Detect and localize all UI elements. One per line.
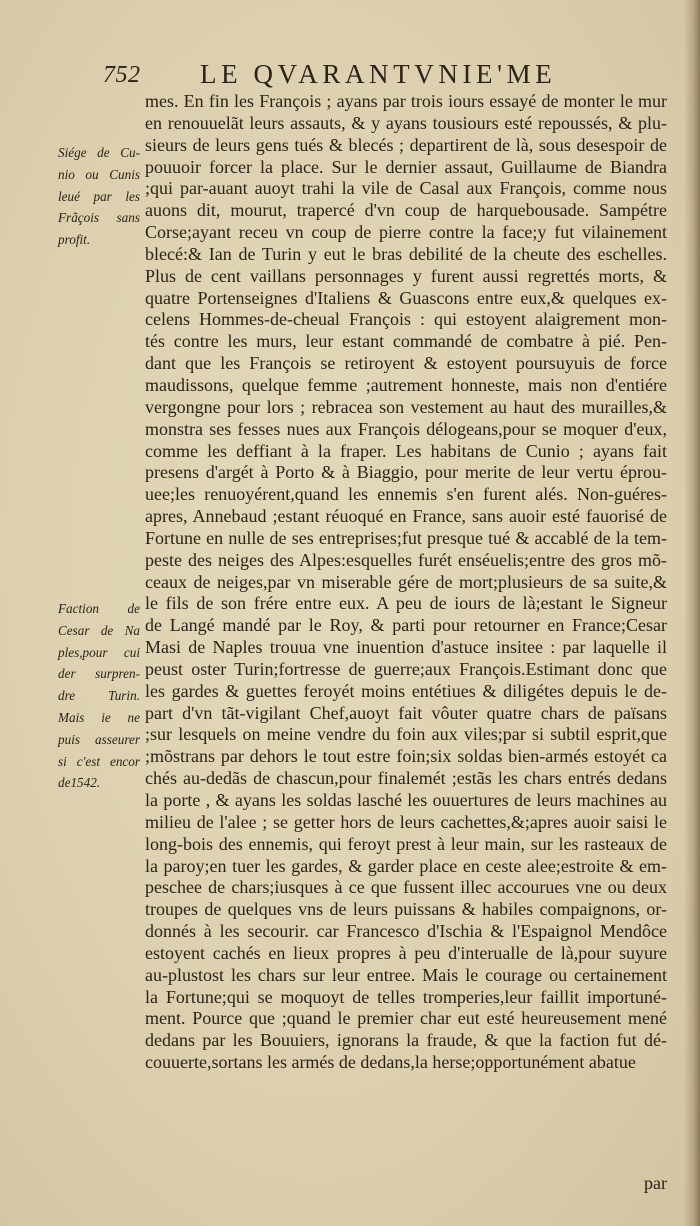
text-line: dant que les François se retiroyent & estoyent poursuyuis de force — [145, 353, 667, 374]
text-line: ment. Pource que ;quand le premier char eut esté heureusement mené — [145, 1008, 667, 1029]
text-line: part d'vn tãt-vigilant Chef,auoyt fait vôuter quatre chars de païsans — [145, 702, 667, 723]
marginal-note-siege — [58, 142, 140, 251]
text-line: ;qui par-auant auoyt trahi la vile de Casal aux François, comme nous — [145, 178, 667, 199]
page-edge-shadow — [684, 0, 700, 1226]
text-line: Corse;ayant receu vn coup de pierre contre la face;y fut vilainement — [145, 222, 667, 243]
text-line: Plus de cent vaillans personnages y furent aussi regrettés morts, & — [145, 265, 667, 286]
text-line: peste des neiges des Alpes:esquelles furét enséuelis;entre des gros mõ- — [145, 549, 667, 570]
text-line: Fortune en nulle de ses entreprises;fut presque tué & accablé de la tem- — [145, 527, 667, 548]
note-line: Siége de Cu- — [58, 145, 140, 160]
text-line: long-bois des ennemis, qui feroyt prest à leur main, sur les rasteaux de — [145, 833, 667, 854]
text-line: de Langé mandé par le Roy, & parti pour retourner en France;Cesar — [145, 615, 667, 636]
text-line: celens Hommes-de-cheual François : qui estoyent alaigrement mon- — [145, 309, 667, 330]
running-head: LE QVARANTVNIE'ME — [200, 59, 557, 89]
text-line: ;sur lesquels on meine vendre du foin aux viles;par si subtil esprit,que — [145, 724, 667, 745]
text-line: monstra ses fesses nues aux François délogeans,pour se moquer d'eux, — [145, 418, 667, 439]
text-line: sieurs de leurs gens tués & blecés ; departirent de là, sous desespoir de — [145, 134, 667, 155]
note-line: puis asseurer — [58, 731, 140, 747]
text-line: comme les deffiant à la fraper. Les habitans de Cunio ; ayans fait — [145, 440, 667, 461]
text-line: quatre Portenseignes d'Italiens & Guascons entre eux,& quelques ex- — [145, 287, 667, 308]
text-line: milieu de l'alee ; se getter hors de leurs cachettes,&;apres auoir saisi le — [145, 811, 667, 832]
text-line: peust oster Turin;fortresse de guerre;aux François.Estimant donc que — [145, 658, 667, 679]
text-line: la porte , & ayans les soldas lasché les ouuertures de leurs machines au — [145, 790, 667, 810]
text-line: vergongne pour lors ; rebracea son vestement au haut des murailles,& — [145, 396, 667, 417]
text-line: blecé:& Ian de Turin y eut le bras debilité de la cheute des eschelles. — [145, 243, 667, 264]
text-line: ceaux de neiges,par vn miserable gére de mort;plusieurs de sa suite,& — [145, 571, 667, 592]
text-line: apres, Annebaud ;estant réuoqué en France, sans auoir esté fauorisé de — [145, 506, 667, 527]
note-line: Cesar de Na — [58, 622, 140, 638]
text-line: uee;les renuoyérent,quand les ennemis s'en furent alés. Non-guéres- — [145, 484, 667, 505]
note-line: si c'est encor — [58, 753, 140, 769]
catchword: par — [644, 1173, 667, 1193]
text-line: estoyent cachés en lieux propres à peu d'interualle de là,pour suyure — [145, 942, 667, 963]
text-line: au-plustost les chars sur leur entree. Mais le courage ou certainement — [145, 964, 667, 985]
text-line: presens d'argét à Porto & à Biaggio, pour merite de leur vertu éprou- — [145, 462, 667, 483]
text-line: en renouuelãt leurs assauts, & y ayans tousiours esté repoussés, & plu- — [145, 112, 667, 133]
note-line: Mais ie ne — [58, 709, 140, 725]
note-line: dre Turin. — [58, 688, 140, 704]
note-line: leué par les — [58, 188, 140, 204]
note-line: Frãçois sans — [58, 210, 140, 226]
page-number: 752 — [103, 62, 141, 88]
text-line: pouuoir forcer la place. Sur le dernier assaut, Guillaume de Biandra — [145, 156, 667, 177]
text-line: chés au-dedãs de chascun,pour finalemét ;estãs les chars entrés dedans — [145, 768, 667, 789]
text-line: auons dit, mourut, trapercé d'vn coup de harquebousade. Sampétre — [145, 200, 667, 221]
text-line: la paroy;en tuer les gardes, & garder place en ceste alee;estroite & em- — [145, 855, 667, 876]
text-line: mes. En fin les François ; ayans par trois iours essayé de monter le mur — [145, 91, 667, 111]
text-line: maudissons, quelque femme ;autrement honneste, mais non d'entiére — [145, 374, 667, 395]
text-line: les gardes & guettes feroyét moins entétiues & diligétes depuis le de- — [145, 680, 667, 701]
note-line: nio ou Cunis — [58, 166, 140, 182]
note-line: Faction de — [58, 601, 140, 616]
text-line: couuerte,sortans les armés de dedans,la herse;opportunément abatue — [145, 1052, 636, 1073]
text-line: la Fortune;qui se moquoyt de telles tromperies,leur faillit importuné- — [145, 986, 667, 1007]
note-line: der surpren- — [58, 666, 140, 682]
note-line: de1542. — [58, 775, 101, 791]
text-line: tés contre les murs, leur estant commandé de combatre à pié. Pen- — [145, 331, 667, 352]
note-line: profit. — [58, 232, 91, 248]
note-line: ples,pour cui — [58, 644, 140, 660]
body-text — [145, 91, 667, 1074]
text-line: donnés à les secourir. car Francesco d'Ischia & l'Espaignol Mendôce — [145, 921, 667, 942]
text-line: Masi de Naples trouua vne inuention d'astuce insitee : par laquelle il — [145, 637, 667, 658]
text-line: dedans par les Bouuiers, ignorans la fraude, & que la faction fut dé- — [145, 1030, 667, 1051]
marginal-note-faction — [58, 598, 140, 794]
text-line: le fils de son frére entre eux. A peu de iours de là;estant le Signeur — [145, 593, 667, 614]
text-line: peschee de chars;iusques à ce que fussent illec accourues vne ou deux — [145, 877, 667, 898]
text-line: ;mõstrans par dehors le tout estre foin;six soldas bien-armés estoyét ca — [145, 746, 667, 767]
text-line: troupes de quelques vns de leurs puissans & habiles compaignons, or- — [145, 899, 667, 920]
